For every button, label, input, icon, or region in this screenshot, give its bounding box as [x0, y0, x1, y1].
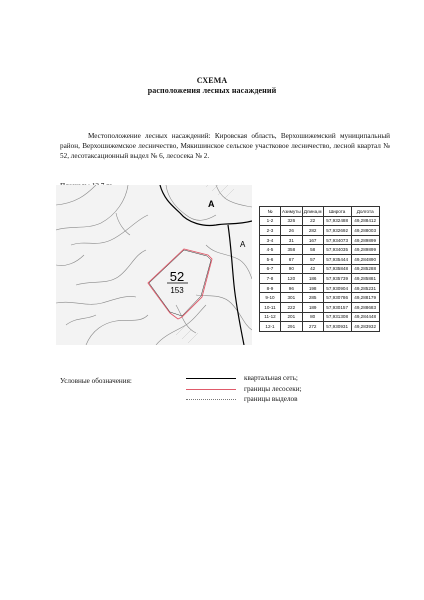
cell: 7-8 — [260, 274, 281, 284]
cell: 4-5 — [260, 245, 281, 255]
map-drawing — [56, 185, 252, 345]
cell: 57,930157 — [323, 302, 351, 312]
col-length: Длина,м — [302, 207, 323, 217]
cell: 272 — [302, 322, 323, 332]
table-row — [260, 293, 380, 303]
cell: 49,289899 — [351, 235, 379, 245]
table-row — [260, 312, 380, 322]
table-row — [260, 274, 380, 284]
doc-subtitle: расположения лесных насаждений — [147, 86, 277, 95]
cell: 6-7 — [260, 264, 281, 274]
cell: 167 — [302, 235, 323, 245]
legend-line-red — [186, 389, 236, 390]
col-number: № — [260, 207, 281, 217]
location-text: Местоположение лесных насаждений: Кировская область, Верхошижемский муниципальный район, Верхошижемское лесничество, Мякишинское сельское участковое лесничество, лесной квартал № 52, лесотаксационный выдел № 6, лесосека № 2. — [60, 132, 390, 160]
legend-item-quarter-network — [186, 374, 386, 384]
cell: 5-6 — [260, 254, 281, 264]
cell: 96 — [281, 283, 303, 293]
cell: 201 — [281, 312, 303, 322]
cell: 57,931308 — [323, 312, 351, 322]
col-longitude: Долгота — [351, 207, 379, 217]
cell: 57,930786 — [323, 293, 351, 303]
cell: 285 — [302, 293, 323, 303]
cell: 49,288683 — [351, 302, 379, 312]
table-row — [260, 302, 380, 312]
legend-line-dotted — [186, 399, 236, 400]
map-letter-a-top: А — [208, 199, 215, 209]
cell: 222 — [281, 302, 303, 312]
table-header-row — [260, 207, 380, 217]
cell: 49,288179 — [351, 293, 379, 303]
cell: 57,930904 — [323, 283, 351, 293]
table-row — [260, 283, 380, 293]
table-row — [260, 216, 380, 226]
cell: 49,289899 — [351, 245, 379, 255]
cell: 57,934035 — [323, 245, 351, 255]
cell: 22 — [302, 216, 323, 226]
cell: 49,288003 — [351, 226, 379, 236]
cell: 42 — [302, 264, 323, 274]
doc-title: СХЕМА — [196, 76, 228, 85]
quarter-area: 153 — [170, 286, 184, 295]
cell: 49,283932 — [351, 322, 379, 332]
cell: 49,284890 — [351, 254, 379, 264]
cell: 3-4 — [260, 235, 281, 245]
map-letter-a-right: А — [240, 240, 246, 249]
cell: 57,932692 — [323, 226, 351, 236]
coordinates-table — [259, 206, 380, 332]
table-row — [260, 226, 380, 236]
legend-text: границы выделов — [244, 395, 298, 403]
cell: 57 — [302, 254, 323, 264]
location-description — [60, 131, 390, 161]
forest-map — [56, 185, 252, 345]
legend-line-solid — [186, 378, 236, 379]
legend-label: Условные обозначения: — [60, 377, 132, 385]
legend-text: границы лесосеки; — [244, 385, 302, 393]
cell: 58 — [302, 245, 323, 255]
table-row — [260, 264, 380, 274]
legend-item-cut-boundary — [186, 385, 386, 395]
table-row — [260, 245, 380, 255]
cell: 57,935739 — [323, 274, 351, 284]
cell: 282 — [302, 226, 323, 236]
legend-item-compartment-boundary — [186, 395, 386, 405]
table-row — [260, 235, 380, 245]
cell: 67 — [281, 254, 303, 264]
col-latitude: Широта — [323, 207, 351, 217]
quarter-number: 52 — [169, 269, 185, 284]
cell: 49,288412 — [351, 216, 379, 226]
table-row — [260, 254, 380, 264]
cell: 189 — [302, 302, 323, 312]
cell: 49,285231 — [351, 283, 379, 293]
cell: 301 — [281, 293, 303, 303]
cell: 12-1 — [260, 322, 281, 332]
cell: 11-12 — [260, 312, 281, 322]
cell: 57,935444 — [323, 254, 351, 264]
cell: 57,932488 — [323, 216, 351, 226]
cell: 57,935848 — [323, 264, 351, 274]
cell: 198 — [302, 283, 323, 293]
cell: 358 — [281, 245, 303, 255]
cell: 26 — [281, 226, 303, 236]
cell: 1-2 — [260, 216, 281, 226]
cell: 8-9 — [260, 283, 281, 293]
cell: 9-10 — [260, 293, 281, 303]
legend-text: квартальная сеть; — [244, 374, 298, 382]
col-azimuth: Азимуты — [281, 207, 303, 217]
cell: 291 — [281, 322, 303, 332]
table-row — [260, 322, 380, 332]
cell: 80 — [302, 312, 323, 322]
cell: 120 — [281, 274, 303, 284]
cell: 31 — [281, 235, 303, 245]
cell: 2-3 — [260, 226, 281, 236]
cell: 326 — [281, 216, 303, 226]
cell: 57,934073 — [323, 235, 351, 245]
cell: 49,285881 — [351, 274, 379, 284]
cell: 57,930931 — [323, 322, 351, 332]
cell: 10-11 — [260, 302, 281, 312]
cell: 49,285288 — [351, 264, 379, 274]
cell: 186 — [302, 274, 323, 284]
cell: 90 — [281, 264, 303, 274]
cell: 49,284448 — [351, 312, 379, 322]
